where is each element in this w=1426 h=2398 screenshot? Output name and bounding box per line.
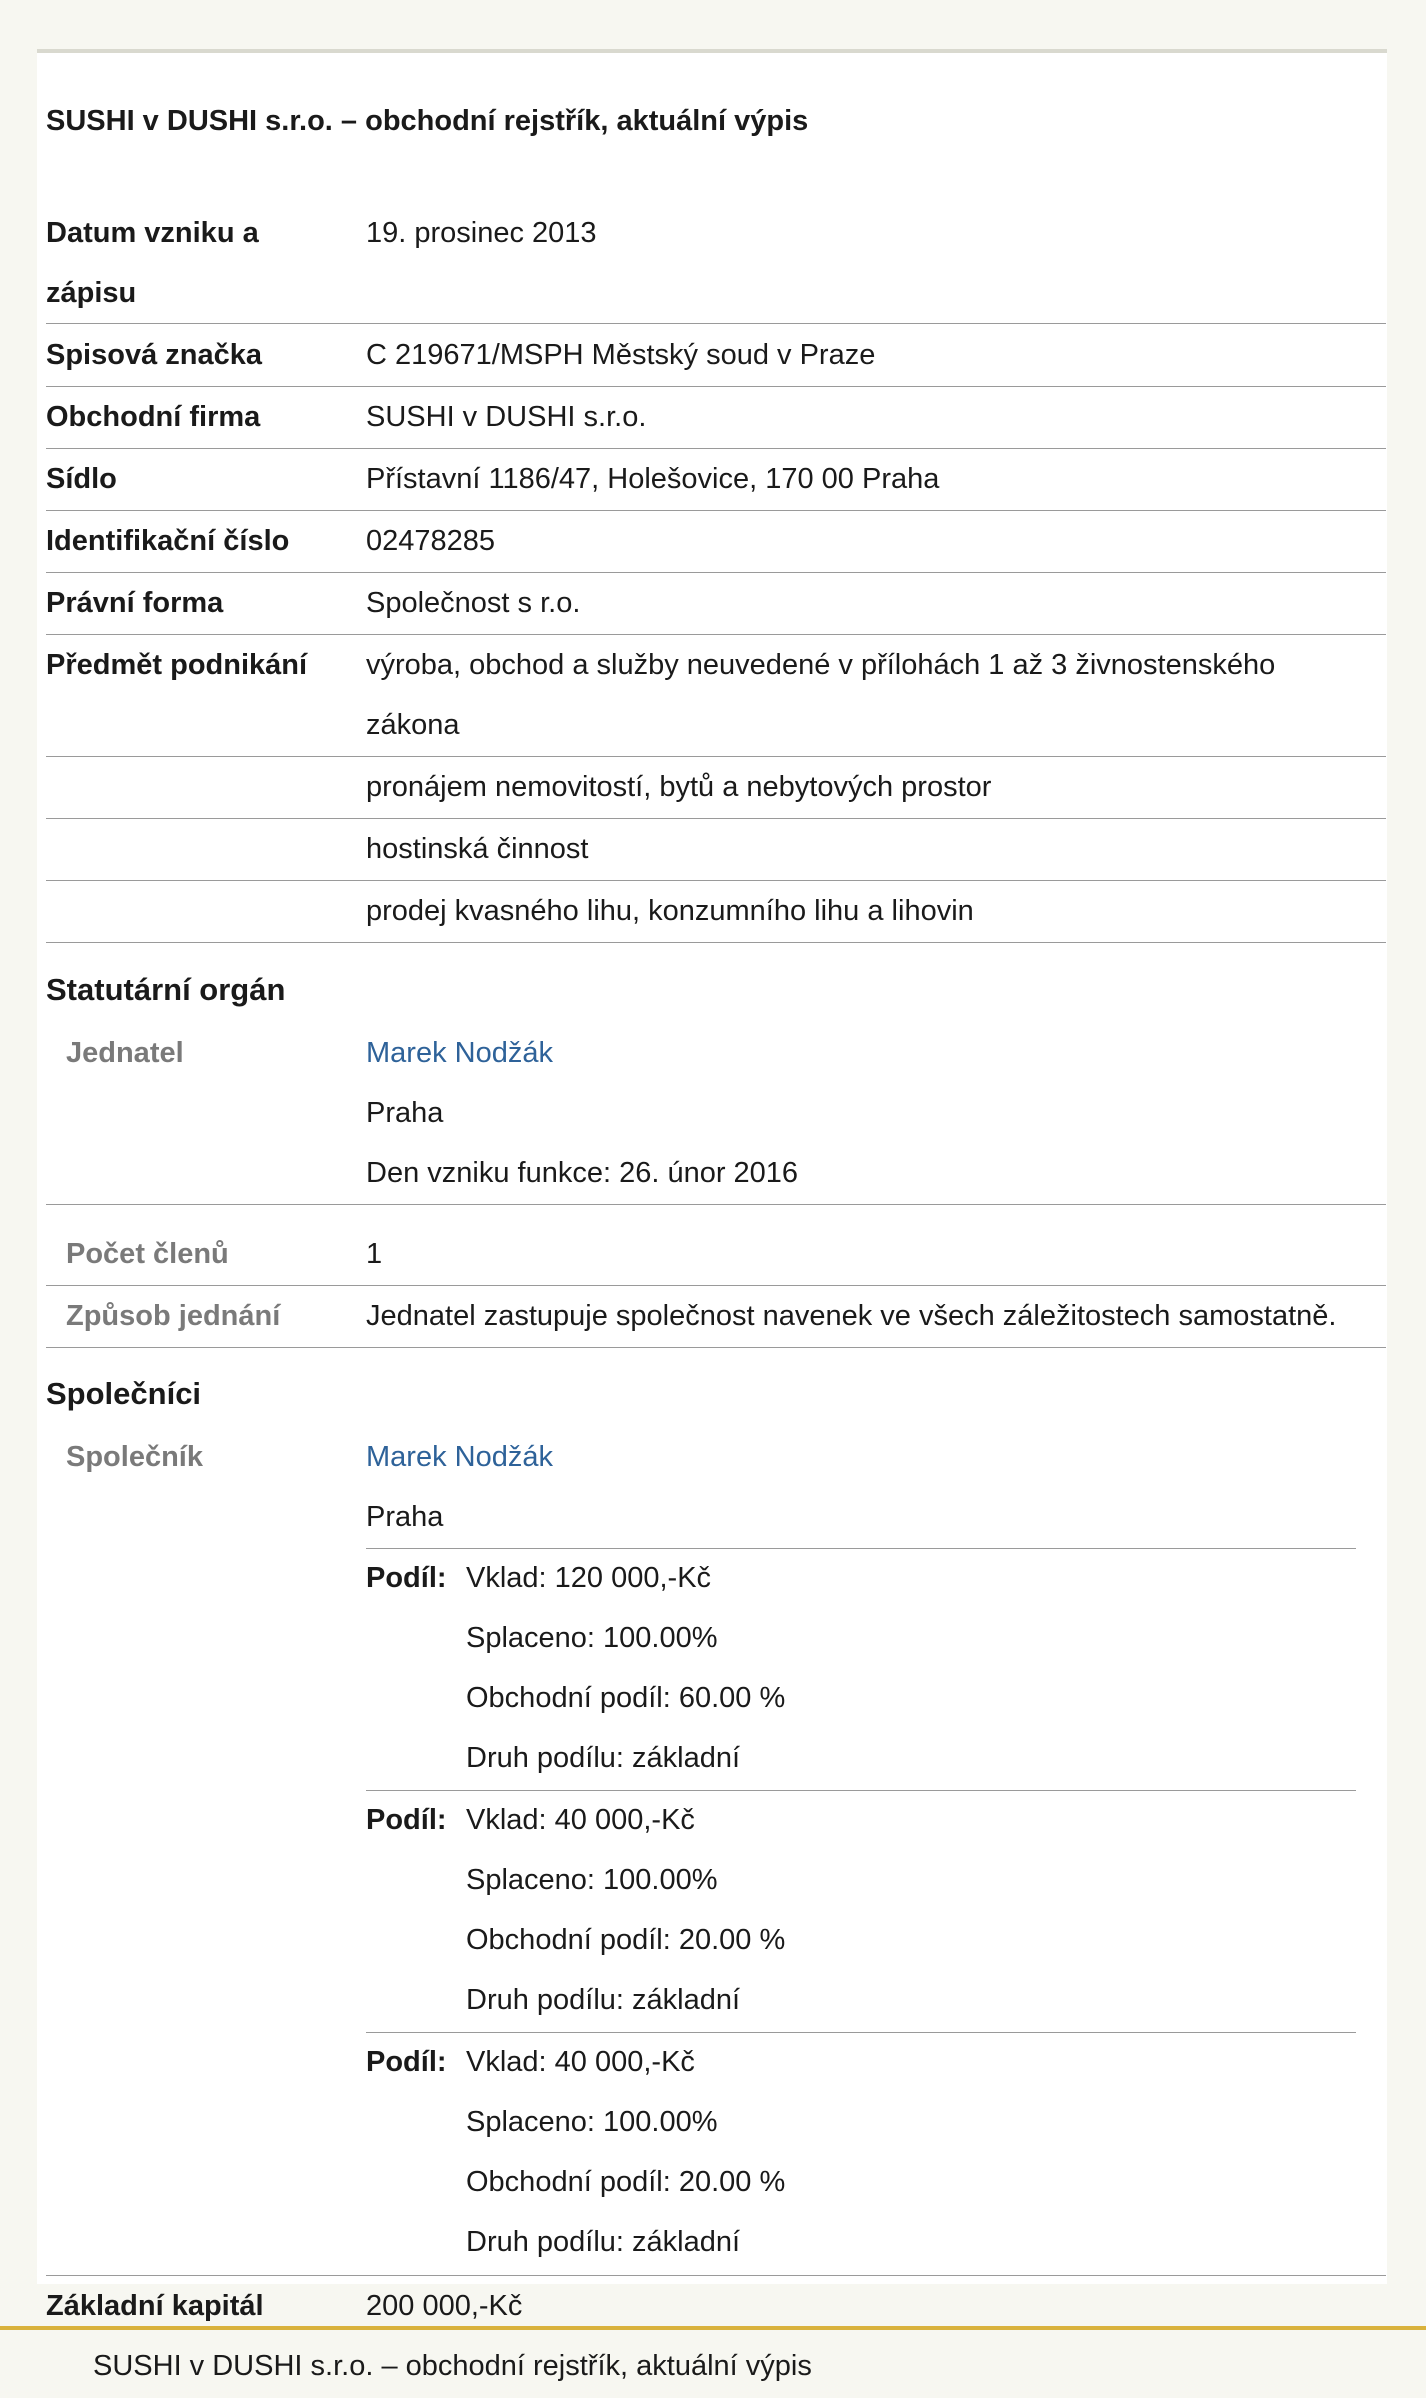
label-datum-vzniku — [46, 203, 346, 323]
row-predmet-item — [46, 881, 1386, 943]
podil-vklad: Vklad: 40 000,-Kč — [466, 2046, 695, 2078]
label-pocet-clenu: Počet členů — [66, 1238, 229, 1270]
podil-obchodni: Obchodní podíl: 60.00 % — [466, 1682, 786, 1714]
value-zpusob-jednani: Jednatel zastupuje společnost navenek ve všech záležitostech samostatně. — [366, 1300, 1337, 1332]
podil-splaceno: Splaceno: 100.00% — [466, 1864, 718, 1896]
row-predmet-item — [46, 819, 1386, 881]
value-obchodni-firma: SUSHI v DUSHI s.r.o. — [366, 401, 647, 433]
spolecnik-name-link[interactable]: Marek Nodžák — [366, 1441, 553, 1473]
value-pocet-clenu: 1 — [366, 1238, 383, 1270]
podil-label: Podíl: — [366, 1562, 447, 1594]
row-identifikacni-cislo — [46, 511, 1386, 573]
page-footer — [0, 2326, 1426, 2398]
predmet-item-line-2: zákona — [366, 709, 460, 741]
label-spisova-znacka: Spisová značka — [46, 339, 262, 371]
jednatel-city: Praha — [366, 1097, 444, 1129]
podil-vklad: Vklad: 40 000,-Kč — [466, 1804, 695, 1836]
section-heading-statutarni-organ: Statutární orgán — [46, 972, 286, 1007]
podil-obchodni: Obchodní podíl: 20.00 % — [466, 2166, 786, 2198]
label-zpusob-jednani: Způsob jednání — [66, 1300, 281, 1332]
podil-splaceno: Splaceno: 100.00% — [466, 2106, 718, 2138]
label-pravni-forma: Právní forma — [46, 587, 224, 619]
value-identifikacni-cislo: 02478285 — [366, 525, 496, 557]
predmet-item: prodej kvasného lihu, konzumního lihu a lihovin — [366, 895, 974, 927]
podil-druh: Druh podílu: základní — [466, 1984, 741, 2016]
row-pocet-clenu — [46, 1224, 1386, 1286]
predmet-item — [366, 635, 1376, 755]
row-obchodni-firma — [46, 387, 1386, 449]
row-sidlo — [46, 449, 1386, 511]
row-zpusob-jednani — [46, 1286, 1386, 1348]
footer-title: SUSHI v DUSHI s.r.o. – obchodní rejstřík, aktuální výpis — [93, 2350, 812, 2382]
register-extract-card — [37, 49, 1387, 2322]
value-zakladni-kapital: 200 000,-Kč — [366, 2290, 523, 2322]
value-pravni-forma: Společnost s r.o. — [366, 587, 581, 619]
row-pravni-forma — [46, 573, 1386, 635]
value-spisova-znacka: C 219671/MSPH Městský soud v Praze — [366, 339, 876, 371]
value-jednatel — [366, 1023, 1376, 1203]
predmet-item: pronájem nemovitostí, bytů a nebytových prostor — [366, 771, 992, 803]
page-title: SUSHI v DUSHI s.r.o. – obchodní rejstřík, aktuální výpis — [46, 105, 809, 137]
predmet-item: hostinská činnost — [366, 833, 589, 865]
label-jednatel: Jednatel — [66, 1037, 184, 1069]
row-spisova-znacka — [46, 325, 1386, 387]
section-heading-spolecnici: Společníci — [46, 1376, 202, 1411]
jednatel-name-link[interactable]: Marek Nodžák — [366, 1037, 553, 1069]
row-predmet-item — [46, 757, 1386, 819]
row-datum-vzniku — [46, 203, 1386, 324]
predmet-item-line-1: výroba, obchod a služby neuvedené v přílohách 1 až 3 živnostenského — [366, 649, 1276, 681]
label-identifikacni-cislo: Identifikační číslo — [46, 525, 290, 557]
row-predmet-podnikani — [46, 635, 1386, 757]
podil-druh: Druh podílu: základní — [466, 2226, 741, 2258]
label-sidlo: Sídlo — [46, 463, 117, 495]
value-datum-vzniku: 19. prosinec 2013 — [366, 217, 597, 249]
podil-splaceno: Splaceno: 100.00% — [466, 1622, 718, 1654]
label-predmet-podnikani: Předmět podnikání — [46, 649, 308, 681]
value-sidlo: Přístavní 1186/47, Holešovice, 170 00 Praha — [366, 463, 940, 495]
podil-druh: Druh podílu: základní — [466, 1742, 741, 1774]
label-zakladni-kapital: Základní kapitál — [46, 2290, 264, 2322]
spolecnik-city: Praha — [366, 1501, 444, 1533]
podil-obchodni: Obchodní podíl: 20.00 % — [466, 1924, 786, 1956]
label-datum-line-1: Datum vzniku a — [46, 217, 259, 249]
podil-vklad: Vklad: 120 000,-Kč — [466, 1562, 712, 1594]
podil-label: Podíl: — [366, 1804, 447, 1836]
label-obchodni-firma: Obchodní firma — [46, 401, 261, 433]
label-datum-line-2: zápisu — [46, 277, 137, 309]
label-spolecnik: Společník — [66, 1441, 203, 1473]
podil-label: Podíl: — [366, 2046, 447, 2078]
row-jednatel — [46, 1023, 1386, 1205]
row-spolecnik — [46, 1427, 1386, 2277]
jednatel-since: Den vzniku funkce: 26. únor 2016 — [366, 1157, 799, 1189]
